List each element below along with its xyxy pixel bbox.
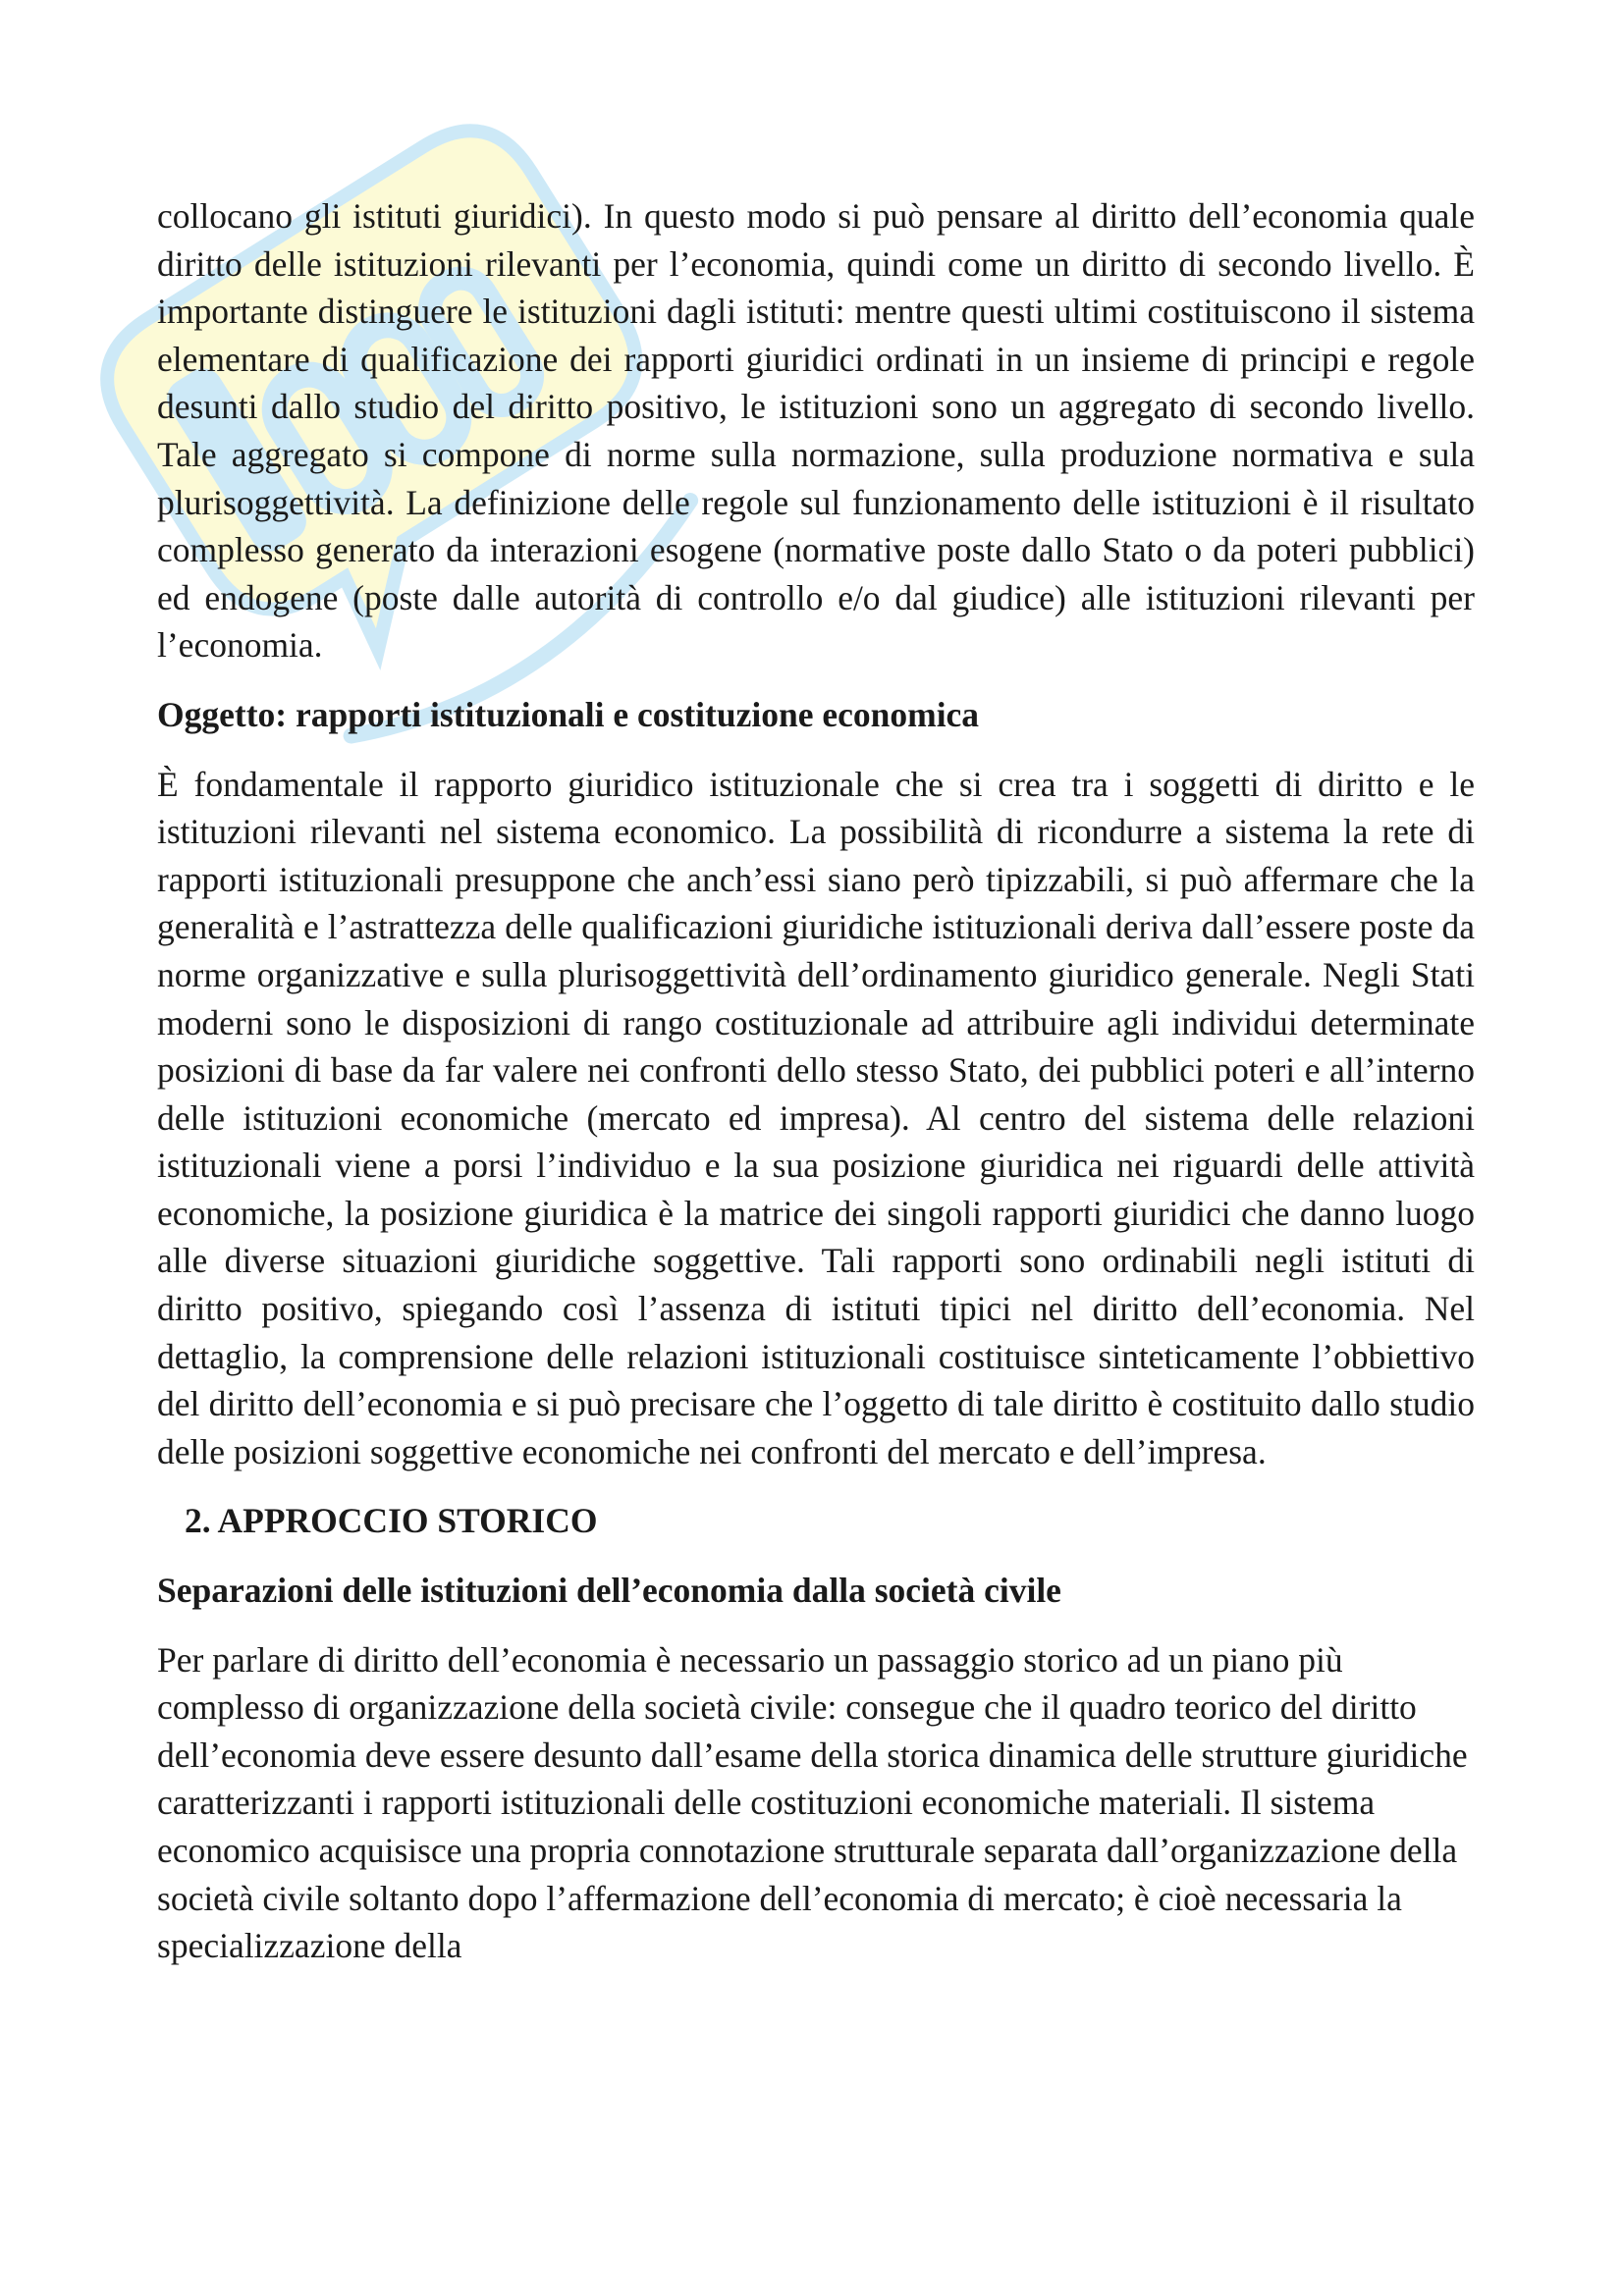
section-heading-approccio-storico: 2. APPROCCIO STORICO — [185, 1501, 598, 1541]
subheading-oggetto: Oggetto: rapporti istituzionali e costituzione economica — [157, 694, 980, 734]
subheading-separazioni: Separazioni delle istituzioni dell’economia dalla società civile — [157, 1571, 1061, 1611]
document-page — [157, 192, 1475, 1970]
paragraph-istituzioni: collocano gli istituti giuridici). In questo modo si può pensare al diritto dell’economia quale diritto delle istituzioni rilevanti per l’economia, quindi come un diritto di secondo livello. È importante distinguere le istituzioni dagli istituti: mentre questi ultimi costituiscono il sistema elementare di qualificazione dei rapporti giuridici ordinati in un insieme di principi e regole desunti dallo studio del diritto positivo, le istituzioni sono un aggregato di secondo livello. Tale aggregato si compone di norme sulla normazione, sulla produzione normativa e sula plurisoggettività. La definizione delle regole sul funzionamento delle istituzioni è il risultato complesso generato da interazioni esogene (normative poste dallo Stato o da poteri pubblici) ed endogene (poste dalle autorità di controllo e/o dal giudice) alle istituzioni rilevanti per l’economia. — [157, 196, 1475, 666]
paragraph-approccio-storico: Per parlare di diritto dell’economia è necessario un passaggio storico ad un piano più complesso di organizzazione della società civile: consegue che il quadro teorico del diritto dell’economia deve essere desunto dall’esame della storica dinamica delle strutture giuridiche caratterizzanti i rapporti istituzionali delle costituzioni economiche materiali. Il sistema economico acquisisce una propria connotazione strutturale separata dall’organizzazione della società civile soltanto dopo l’affermazione dell’economia di mercato; è cioè necessaria la specializzazione della — [157, 1639, 1468, 1966]
paragraph-rapporti-istituzionali: È fondamentale il rapporto giuridico istituzionale che si crea tra i soggetti di diritto e le istituzioni rilevanti nel sistema economico. La possibilità di ricondurre a sistema la rete di rapporti istituzionali presuppone che anch’essi siano però tipizzabili, si può affermare che la generalità e l’astrattezza delle qualificazioni giuridiche istituzionali deriva dall’essere poste da norme organizzative e sulla plurisoggettività dell’ordinamento giuridico generale. Negli Stati moderni sono le disposizioni di rango costituzionale ad attribuire agli individui determinate posizioni di base da far valere nei confronti dello stesso Stato, dei pubblici poteri e all’interno delle istituzioni economiche (mercato ed impresa). Al centro del sistema delle relazioni istituzionali viene a porsi l’individuo e la sua posizione giuridica nei riguardi delle attività economiche, la posizione giuridica è la matrice dei singoli rapporti giuridici che danno luogo alle diverse situazioni giuridiche soggettive. Tali rapporti sono ordinabili negli istituti di diritto positivo, spiegando così l’assenza di istituti tipici nel diritto dell’economia. Nel dettaglio, la comprensione delle relazioni istituzionali costituisce sinteticamente l’obbiettivo del diritto dell’economia e si può precisare che l’oggetto di tale diritto è costituito dallo studio delle posizioni soggettive economiche nei confronti del mercato e dell’impresa. — [157, 764, 1475, 1471]
